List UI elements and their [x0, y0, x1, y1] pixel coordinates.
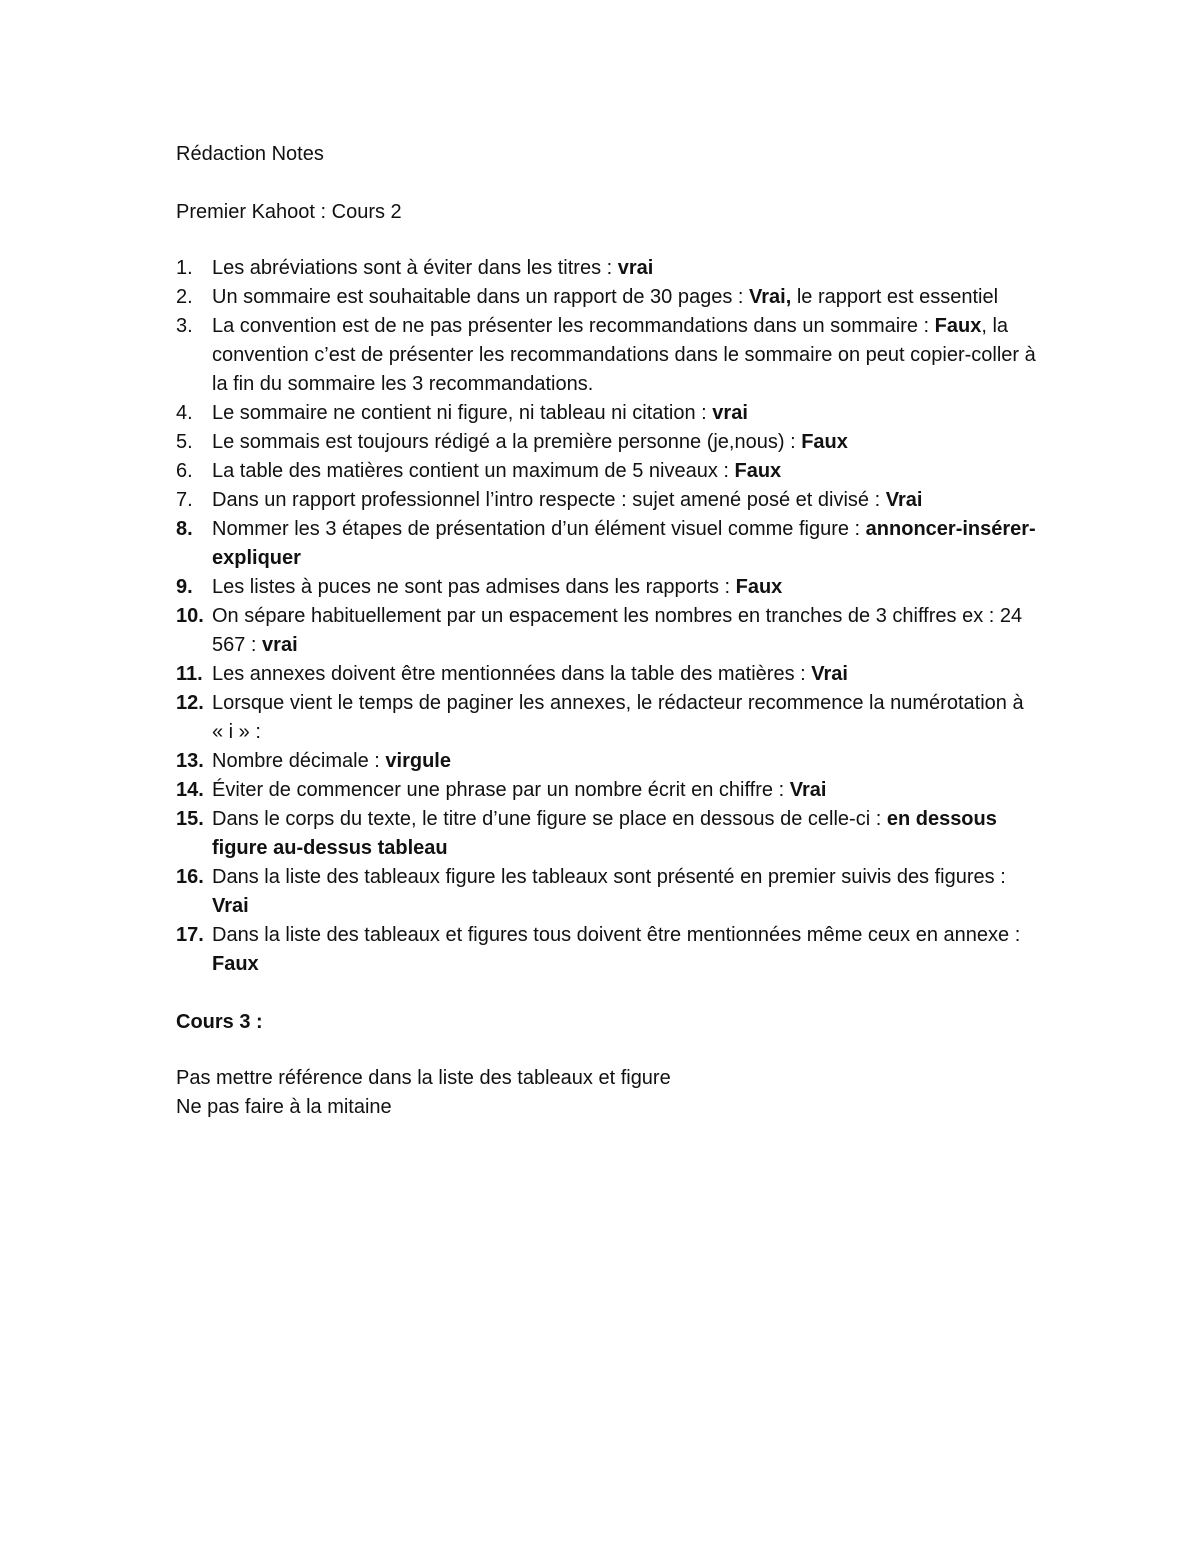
list-item: [176, 515, 1036, 573]
item-answer: vrai: [262, 634, 298, 656]
list-item: [176, 254, 1036, 283]
item-answer: Faux: [212, 953, 259, 975]
list-item: [176, 283, 1036, 312]
item-text: Le sommaire ne contient ni figure, ni tableau ni citation :: [212, 402, 713, 424]
item-text: Nombre décimale :: [212, 750, 386, 772]
list-item: [176, 312, 1036, 399]
item-answer: Vrai: [212, 895, 249, 917]
item-answer: Vrai,: [749, 286, 792, 308]
item-text: Le sommais est toujours rédigé a la première personne (je,nous) :: [212, 431, 802, 453]
item-number: 15.: [176, 808, 204, 830]
list-item: [176, 776, 1036, 805]
item-text: Dans la liste des tableaux et figures tous doivent être mentionnées même ceux en annexe :: [212, 924, 1021, 946]
item-text: Lorsque vient le temps de paginer les annexes, le rédacteur recommence la numérotation à « i » :: [212, 692, 1024, 743]
item-answer: vrai: [712, 402, 748, 424]
item-number: 12.: [176, 692, 204, 714]
question-list: [176, 254, 1036, 979]
item-answer: Vrai: [885, 489, 923, 511]
item-answer: vrai: [617, 257, 654, 279]
list-item: [176, 428, 1036, 457]
list-item: [176, 486, 1036, 515]
item-text: On sépare habituellement par un espacement les nombres en tranches de 3 chiffres ex : 24 567 :: [212, 605, 1023, 656]
list-item: [176, 921, 1036, 979]
item-number: 4.: [176, 402, 193, 424]
list-item: [176, 805, 1036, 863]
note-line: Ne pas faire à la mitaine: [176, 1096, 392, 1118]
list-item: [176, 863, 1036, 921]
item-number: 16.: [176, 866, 204, 888]
item-text: La convention est de ne pas présenter les recommandations dans un sommaire :: [212, 315, 935, 337]
list-item: [176, 602, 1036, 660]
item-text: Dans la liste des tableaux figure les tableaux sont présenté en premier suivis des figures :: [212, 866, 1006, 888]
item-number: 10.: [176, 605, 204, 627]
document-page: [176, 140, 1036, 1122]
list-item: [176, 660, 1036, 689]
item-number: 2.: [176, 286, 193, 308]
item-answer: Faux: [734, 460, 782, 482]
list-item: [176, 689, 1036, 747]
item-answer: Vrai: [811, 663, 848, 685]
section-title-cours-3: Cours 3 :: [176, 1011, 263, 1033]
document-title: Rédaction Notes: [176, 143, 324, 165]
item-answer: Vrai: [789, 779, 827, 801]
item-text: Les annexes doivent être mentionnées dans la table des matières :: [212, 663, 812, 685]
item-number: 5.: [176, 431, 193, 453]
item-text: Un sommaire est souhaitable dans un rapport de 30 pages :: [212, 286, 749, 308]
item-number: 7.: [176, 489, 193, 511]
item-number: 17.: [176, 924, 204, 946]
item-answer: virgule: [385, 750, 451, 772]
section-title-kahoot: Premier Kahoot : Cours 2: [176, 201, 402, 223]
item-number: 9.: [176, 576, 193, 598]
item-text: Les listes à puces ne sont pas admises dans les rapports :: [212, 576, 736, 598]
list-item: [176, 399, 1036, 428]
item-number: 6.: [176, 460, 193, 482]
list-item: [176, 457, 1036, 486]
item-answer: annoncer-insérer-expliquer: [212, 518, 1036, 569]
item-text: La table des matières contient un maximum de 5 niveaux :: [212, 460, 735, 482]
item-text: Les abréviations sont à éviter dans les titres :: [212, 257, 618, 279]
item-text: Nommer les 3 étapes de présentation d’un élément visuel comme figure :: [212, 518, 866, 540]
item-number: 8.: [176, 518, 193, 540]
item-number: 11.: [176, 663, 203, 685]
list-item: [176, 747, 1036, 776]
item-answer: Faux: [801, 431, 848, 453]
item-text-after: , la convention c’est de présenter les recommandations dans le sommaire on peut copier-coller à la fin du sommaire les 3 recommandations.: [212, 315, 1036, 395]
item-number: 3.: [176, 315, 193, 337]
item-answer: Faux: [934, 315, 982, 337]
item-text: Éviter de commencer une phrase par un nombre écrit en chiffre :: [212, 779, 790, 801]
item-answer: Faux: [735, 576, 783, 598]
note-line: Pas mettre référence dans la liste des tableaux et figure: [176, 1067, 671, 1089]
item-number: 14.: [176, 779, 204, 801]
list-item: [176, 573, 1036, 602]
item-text-after: le rapport est essentiel: [791, 286, 999, 308]
item-text: Dans le corps du texte, le titre d’une figure se place en dessous de celle-ci :: [212, 808, 887, 830]
item-number: 13.: [176, 750, 204, 772]
item-number: 1.: [176, 257, 193, 279]
item-answer: en dessous figure au-dessus tableau: [212, 808, 997, 859]
item-text: Dans un rapport professionnel l’intro respecte : sujet amené posé et divisé :: [212, 489, 886, 511]
